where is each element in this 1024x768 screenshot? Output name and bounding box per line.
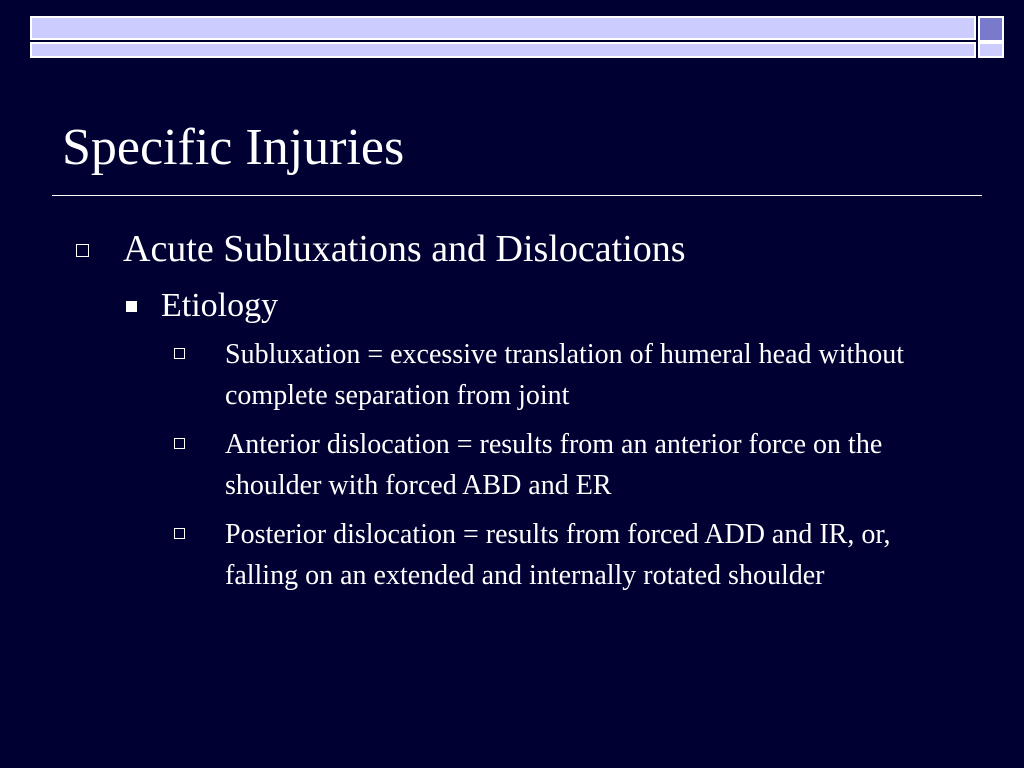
hollow-square-bullet-icon (174, 438, 185, 449)
bullet-level1-text: Acute Subluxations and Dislocations (123, 228, 686, 270)
bullet-level2-text: Etiology (161, 287, 279, 324)
hollow-square-bullet-icon (174, 528, 185, 539)
bullet-level3-list (174, 334, 964, 596)
bullet-level3-item (174, 514, 964, 596)
bullet-level3-item (174, 424, 964, 506)
bullet-level3-text: Posterior dislocation = results from forced ADD and IR, or, falling on an extended and internally rotated shoulder (225, 519, 891, 591)
bullet-level3-item (174, 334, 964, 416)
header-accent-square-small (978, 42, 1004, 58)
header-bar-bottom (30, 42, 976, 58)
bullet-level1 (72, 224, 972, 274)
title-divider (52, 195, 982, 196)
header-bar-top (30, 16, 976, 40)
header-accent-square (978, 16, 1004, 42)
solid-square-bullet-icon (126, 301, 137, 312)
hollow-square-bullet-icon (174, 348, 185, 359)
slide-title: Specific Injuries (62, 119, 405, 176)
bullet-level3-text: Anterior dislocation = results from an anterior force on the shoulder with forced ABD and ER (225, 429, 883, 501)
bullet-list (72, 224, 972, 604)
hollow-square-bullet-icon (76, 244, 89, 257)
bullet-level2 (126, 284, 972, 328)
bullet-level3-text: Subluxation = excessive translation of humeral head without complete separation from joint (225, 339, 905, 411)
